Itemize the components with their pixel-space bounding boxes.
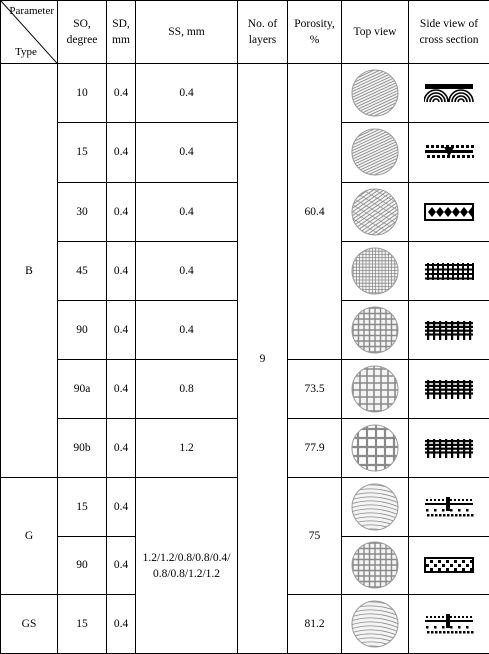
header-layers: No. of layers	[238, 1, 288, 64]
top-view-image	[350, 187, 400, 237]
top-view-image	[350, 364, 400, 414]
side-view-image	[424, 197, 474, 227]
table-row	[1, 64, 489, 123]
header-parameter-type	[1, 1, 58, 64]
sd-cell: 0.4	[107, 360, 136, 419]
group-gs: GS	[1, 594, 58, 653]
top-view-cell	[342, 182, 409, 241]
top-view-cell	[342, 419, 409, 478]
so-cell: 90	[58, 300, 107, 359]
ss-cell: 0.8	[136, 360, 238, 419]
ss-cell: 0.4	[136, 64, 238, 123]
header-porosity: Porosity, %	[288, 1, 342, 64]
header-type: Type	[15, 46, 37, 59]
top-view-image	[350, 423, 400, 473]
ss-cell: 0.4	[136, 182, 238, 241]
so-cell: 90b	[58, 419, 107, 478]
top-view-image	[350, 68, 400, 118]
porosity-90b-cell: 77.9	[288, 419, 342, 478]
porosity-b-cell: 60.4	[288, 64, 342, 360]
top-view-image	[350, 540, 400, 590]
top-view-cell	[342, 478, 409, 536]
ss-cell: 0.4	[136, 300, 238, 359]
header-side-view: Side view of cross section	[409, 1, 489, 64]
side-view-cell	[409, 300, 489, 359]
layers-cell: 9	[238, 64, 288, 654]
side-view-image	[424, 433, 474, 463]
top-view-image	[350, 599, 400, 649]
sd-cell: 0.4	[107, 123, 136, 182]
ss-cell: 1.2	[136, 419, 238, 478]
sd-cell: 0.4	[107, 182, 136, 241]
side-view-image	[424, 256, 474, 286]
side-view-cell	[409, 594, 489, 653]
side-view-cell	[409, 360, 489, 419]
top-view-image	[350, 482, 400, 532]
top-view-image	[350, 127, 400, 177]
top-view-cell	[342, 536, 409, 594]
group-g: G	[1, 478, 58, 594]
porosity-90a-cell: 73.5	[288, 360, 342, 419]
top-view-cell	[342, 64, 409, 123]
ss-graded-cell: 1.2/1.2/0.8/0.8/0.4/ 0.8/0.8/1.2/1.2	[136, 478, 238, 654]
sd-cell: 0.4	[107, 64, 136, 123]
top-view-cell	[342, 360, 409, 419]
porosity-gs-cell: 81.2	[288, 594, 342, 653]
sd-cell: 0.4	[107, 594, 136, 653]
side-view-cell	[409, 64, 489, 123]
side-view-cell	[409, 478, 489, 536]
top-view-cell	[342, 300, 409, 359]
side-view-image	[424, 137, 474, 167]
top-view-cell	[342, 123, 409, 182]
sd-cell: 0.4	[107, 419, 136, 478]
header-sd: SD, mm	[107, 1, 136, 64]
so-cell: 15	[58, 478, 107, 536]
side-view-image	[424, 78, 474, 108]
header-ss: SS, mm	[136, 1, 238, 64]
group-b: B	[1, 64, 58, 478]
so-cell: 15	[58, 123, 107, 182]
sd-cell: 0.4	[107, 300, 136, 359]
side-view-cell	[409, 182, 489, 241]
side-view-cell	[409, 536, 489, 594]
top-view-cell	[342, 241, 409, 300]
ss-cell: 0.4	[136, 241, 238, 300]
side-view-image	[424, 492, 474, 522]
so-cell: 90a	[58, 360, 107, 419]
so-cell: 90	[58, 536, 107, 594]
porosity-g-cell: 75	[288, 478, 342, 594]
sd-cell: 0.4	[107, 536, 136, 594]
sd-cell: 0.4	[107, 241, 136, 300]
ss-cell: 0.4	[136, 123, 238, 182]
so-cell: 30	[58, 182, 107, 241]
side-view-image	[424, 315, 474, 345]
header-top-view: Top view	[342, 1, 409, 64]
side-view-image	[424, 550, 474, 580]
top-view-cell	[342, 594, 409, 653]
so-cell: 15	[58, 594, 107, 653]
side-view-image	[424, 374, 474, 404]
so-cell: 10	[58, 64, 107, 123]
side-view-cell	[409, 123, 489, 182]
header-so: SO, degree	[58, 1, 107, 64]
sd-cell: 0.4	[107, 478, 136, 536]
top-view-image	[350, 246, 400, 296]
so-cell: 45	[58, 241, 107, 300]
side-view-cell	[409, 241, 489, 300]
top-view-image	[350, 305, 400, 355]
side-view-cell	[409, 419, 489, 478]
side-view-image	[424, 609, 474, 639]
header-parameter: Parameter	[9, 5, 54, 17]
